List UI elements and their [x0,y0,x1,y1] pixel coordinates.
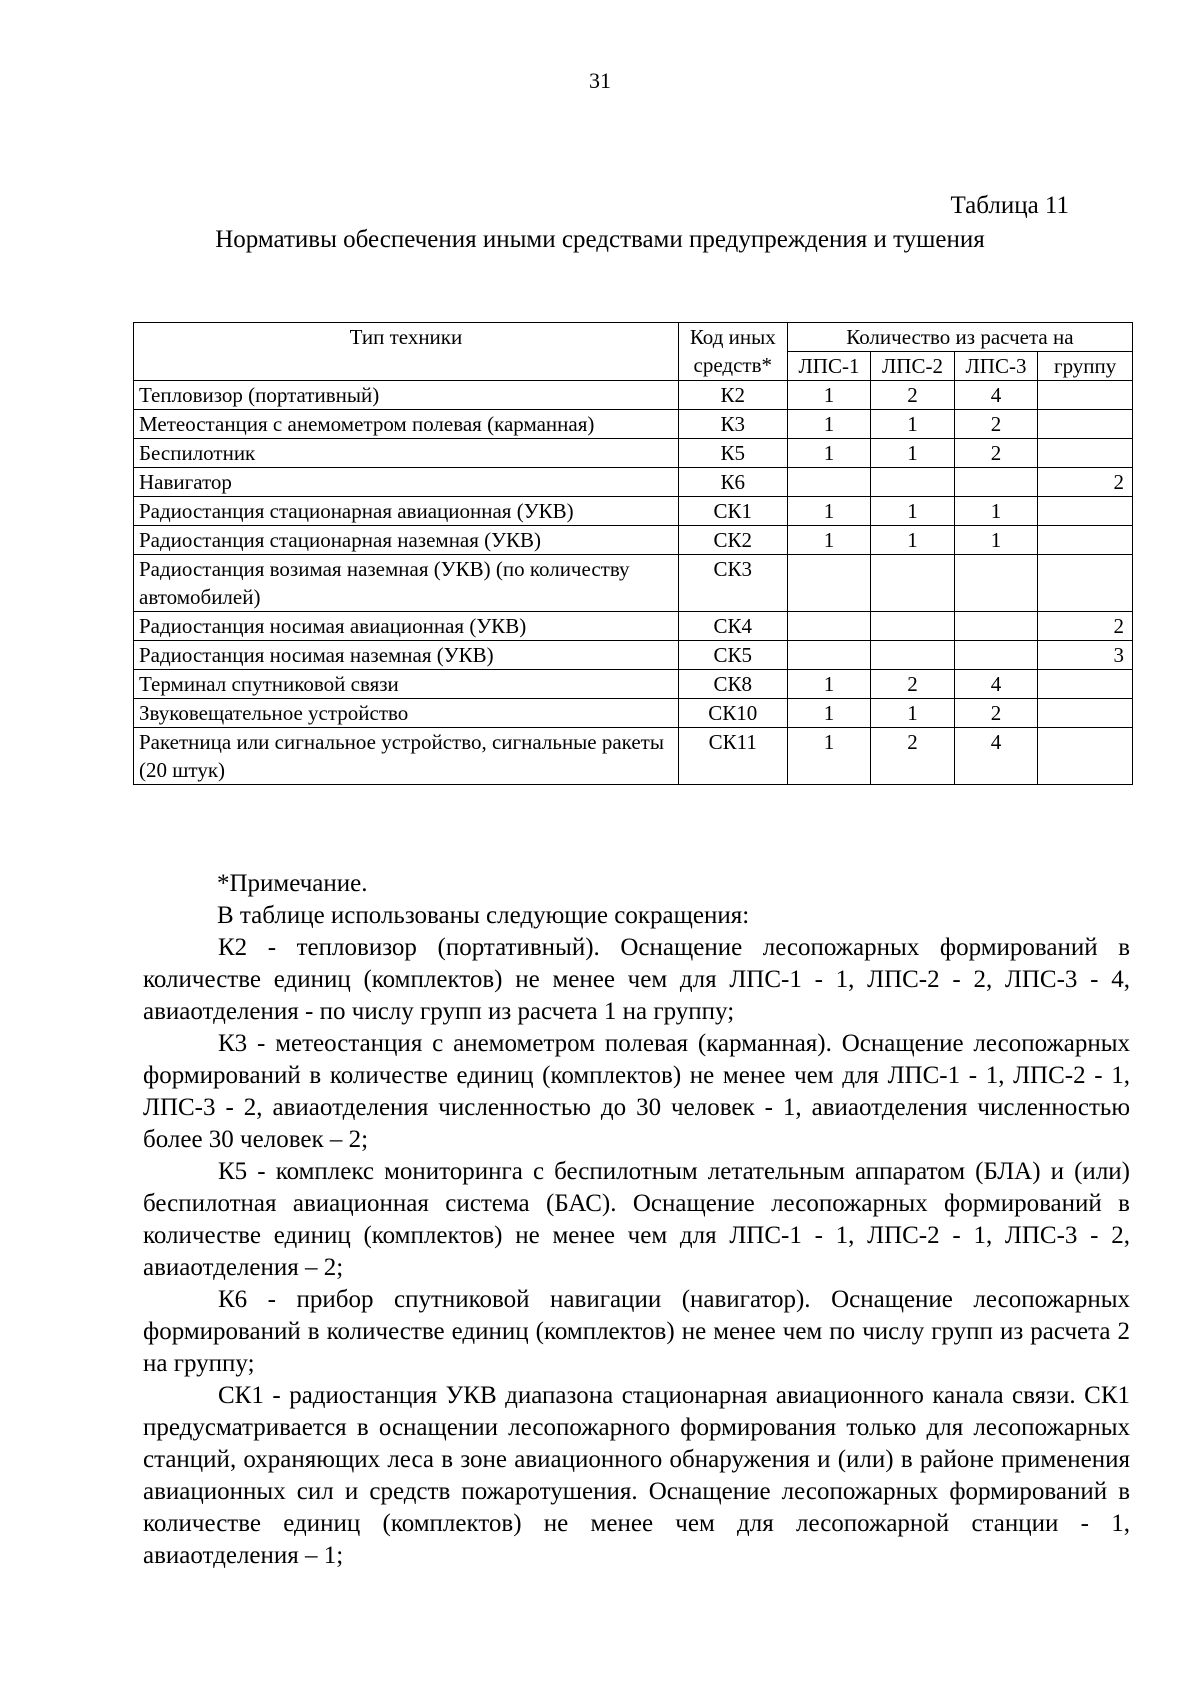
cell-lps3: 2 [954,699,1038,728]
cell-lps3: 4 [954,670,1038,699]
cell-lps3 [954,612,1038,641]
cell-code: СК3 [678,555,787,612]
cell-lps2: 2 [871,381,955,410]
cell-lps1: 1 [787,699,871,728]
cell-type: Тепловизор (портативный) [134,381,679,410]
cell-lps1: 1 [787,526,871,555]
cell-lps3: 2 [954,410,1038,439]
cell-group: 2 [1038,468,1133,497]
cell-lps1: 1 [787,410,871,439]
cell-group [1038,526,1133,555]
note-sk1: СК1 - радиостанция УКВ диапазона стационарная авиационного канала связи. СК1 предусматривается в оснащении лесопожарного формирования только для лесопожарных станций, охраняющих леса в зоне авиационного обнаружения и (или) в районе применения авиационных сил и средств пожаротушения. Оснащение лесопожарных формирований в количестве единиц (комплектов) не менее чем для лесопожарной станции - 1, авиаотделения – 1; [143,1382,1130,1569]
cell-lps2 [871,641,955,670]
cell-lps3 [954,641,1038,670]
cell-type: Радиостанция стационарная наземная (УКВ) [134,526,679,555]
header-lps2: ЛПС-2 [871,352,955,381]
cell-code: СК10 [678,699,787,728]
cell-lps2 [871,468,955,497]
note-k6: К6 - прибор спутниковой навигации (навигатор). Оснащение лесопожарных формирований в количестве единиц (комплектов) не менее чем по числу групп из расчета 2 на группу; [143,1286,1130,1377]
cell-lps2: 1 [871,410,955,439]
header-code: Код иных средств* [678,323,787,381]
cell-group: 3 [1038,641,1133,670]
header-lps1: ЛПС-1 [787,352,871,381]
cell-lps1 [787,468,871,497]
cell-type-line: (20 штук) [139,758,226,782]
cell-code: СК11 [678,728,787,785]
cell-group [1038,555,1133,612]
cell-code: СК5 [678,641,787,670]
cell-lps3: 4 [954,381,1038,410]
table-row [134,641,1133,670]
header-quantity: Количество из расчета на [787,323,1132,352]
cell-type: Звуковещательное устройство [134,699,679,728]
cell-code: К3 [678,410,787,439]
cell-type [134,728,679,785]
table-row [134,410,1133,439]
cell-group [1038,410,1133,439]
notes-section [143,868,1130,1572]
table-row [134,699,1133,728]
cell-code: СК1 [678,497,787,526]
cell-lps2: 1 [871,526,955,555]
table-title: Нормативы обеспечения иными средствами предупреждения и тушения [215,226,985,253]
cell-type: Радиостанция стационарная авиационная (УКВ) [134,497,679,526]
cell-group [1038,439,1133,468]
table-row [134,439,1133,468]
cell-lps3: 1 [954,497,1038,526]
table-row [134,468,1133,497]
cell-lps1: 1 [787,497,871,526]
cell-lps1: 1 [787,381,871,410]
cell-type: Радиостанция возимая наземная (УКВ) (по количеству автомобилей) [134,555,679,612]
cell-lps2: 1 [871,699,955,728]
cell-type: Радиостанция носимая авиационная (УКВ) [134,612,679,641]
cell-code: СК8 [678,670,787,699]
cell-type: Радиостанция носимая наземная (УКВ) [134,641,679,670]
cell-type-line: Ракетница или сигнальное устройство, сигнальные ракеты [139,730,664,754]
cell-group [1038,670,1133,699]
cell-lps1 [787,555,871,612]
cell-type: Беспилотник [134,439,679,468]
cell-group [1038,699,1133,728]
cell-code: СК2 [678,526,787,555]
cell-lps2: 2 [871,728,955,785]
cell-lps1 [787,612,871,641]
table-row [134,381,1133,410]
note-k3: К3 - метеостанция с анемометром полевая (карманная). Оснащение лесопожарных формирований в количестве единиц (комплектов) не менее чем для ЛПС-1 - 1, ЛПС-2 - 1, ЛПС-3 - 2, авиаотделения численностью до 30 человек - 1, авиаотделения численностью более 30 человек – 2; [143,1030,1130,1153]
header-group: группу [1038,352,1133,381]
cell-lps3: 2 [954,439,1038,468]
table-row [134,612,1133,641]
cell-code: К6 [678,468,787,497]
cell-lps2: 1 [871,497,955,526]
table-row [134,497,1133,526]
cell-lps3: 4 [954,728,1038,785]
cell-code: К2 [678,381,787,410]
cell-lps2 [871,555,955,612]
cell-lps1: 1 [787,728,871,785]
cell-lps2: 1 [871,439,955,468]
page-number: 31 [589,68,611,93]
cell-group [1038,497,1133,526]
cell-lps3 [954,468,1038,497]
cell-group [1038,728,1133,785]
table-row [134,526,1133,555]
cell-code: СК4 [678,612,787,641]
cell-group: 2 [1038,612,1133,641]
cell-lps3: 1 [954,526,1038,555]
cell-type: Терминал спутниковой связи [134,670,679,699]
cell-lps3 [954,555,1038,612]
norms-table [133,322,1133,785]
note-intro: В таблице использованы следующие сокращения: [217,902,750,929]
note-title: *Примечание. [217,870,368,897]
cell-lps1: 1 [787,439,871,468]
cell-type: Метеостанция с анемометром полевая (карманная) [134,410,679,439]
cell-lps2: 2 [871,670,955,699]
cell-type: Навигатор [134,468,679,497]
cell-lps1 [787,641,871,670]
cell-lps2 [871,612,955,641]
cell-lps1: 1 [787,670,871,699]
note-k2: К2 - тепловизор (портативный). Оснащение лесопожарных формирований в количестве единиц (комплектов) не менее чем для ЛПС-1 - 1, ЛПС-2 - 2, ЛПС-3 - 4, авиаотделения - по числу групп из расчета 1 на группу; [143,934,1130,1025]
header-type: Тип техники [134,323,679,381]
header-lps3: ЛПС-3 [954,352,1038,381]
table-caption: Таблица 11 [950,192,1069,219]
table-row [134,555,1133,612]
note-k5: К5 - комплекс мониторинга с беспилотным летательным аппаратом (БЛА) и (или) беспилотная авиационная система (БАС). Оснащение лесопожарных формирований в количестве единиц (комплектов) не менее чем для ЛПС-1 - 1, ЛПС-2 - 1, ЛПС-3 - 2, авиаотделения – 2; [143,1158,1130,1281]
table-row [134,728,1133,785]
cell-group [1038,381,1133,410]
table-row [134,670,1133,699]
cell-code: К5 [678,439,787,468]
